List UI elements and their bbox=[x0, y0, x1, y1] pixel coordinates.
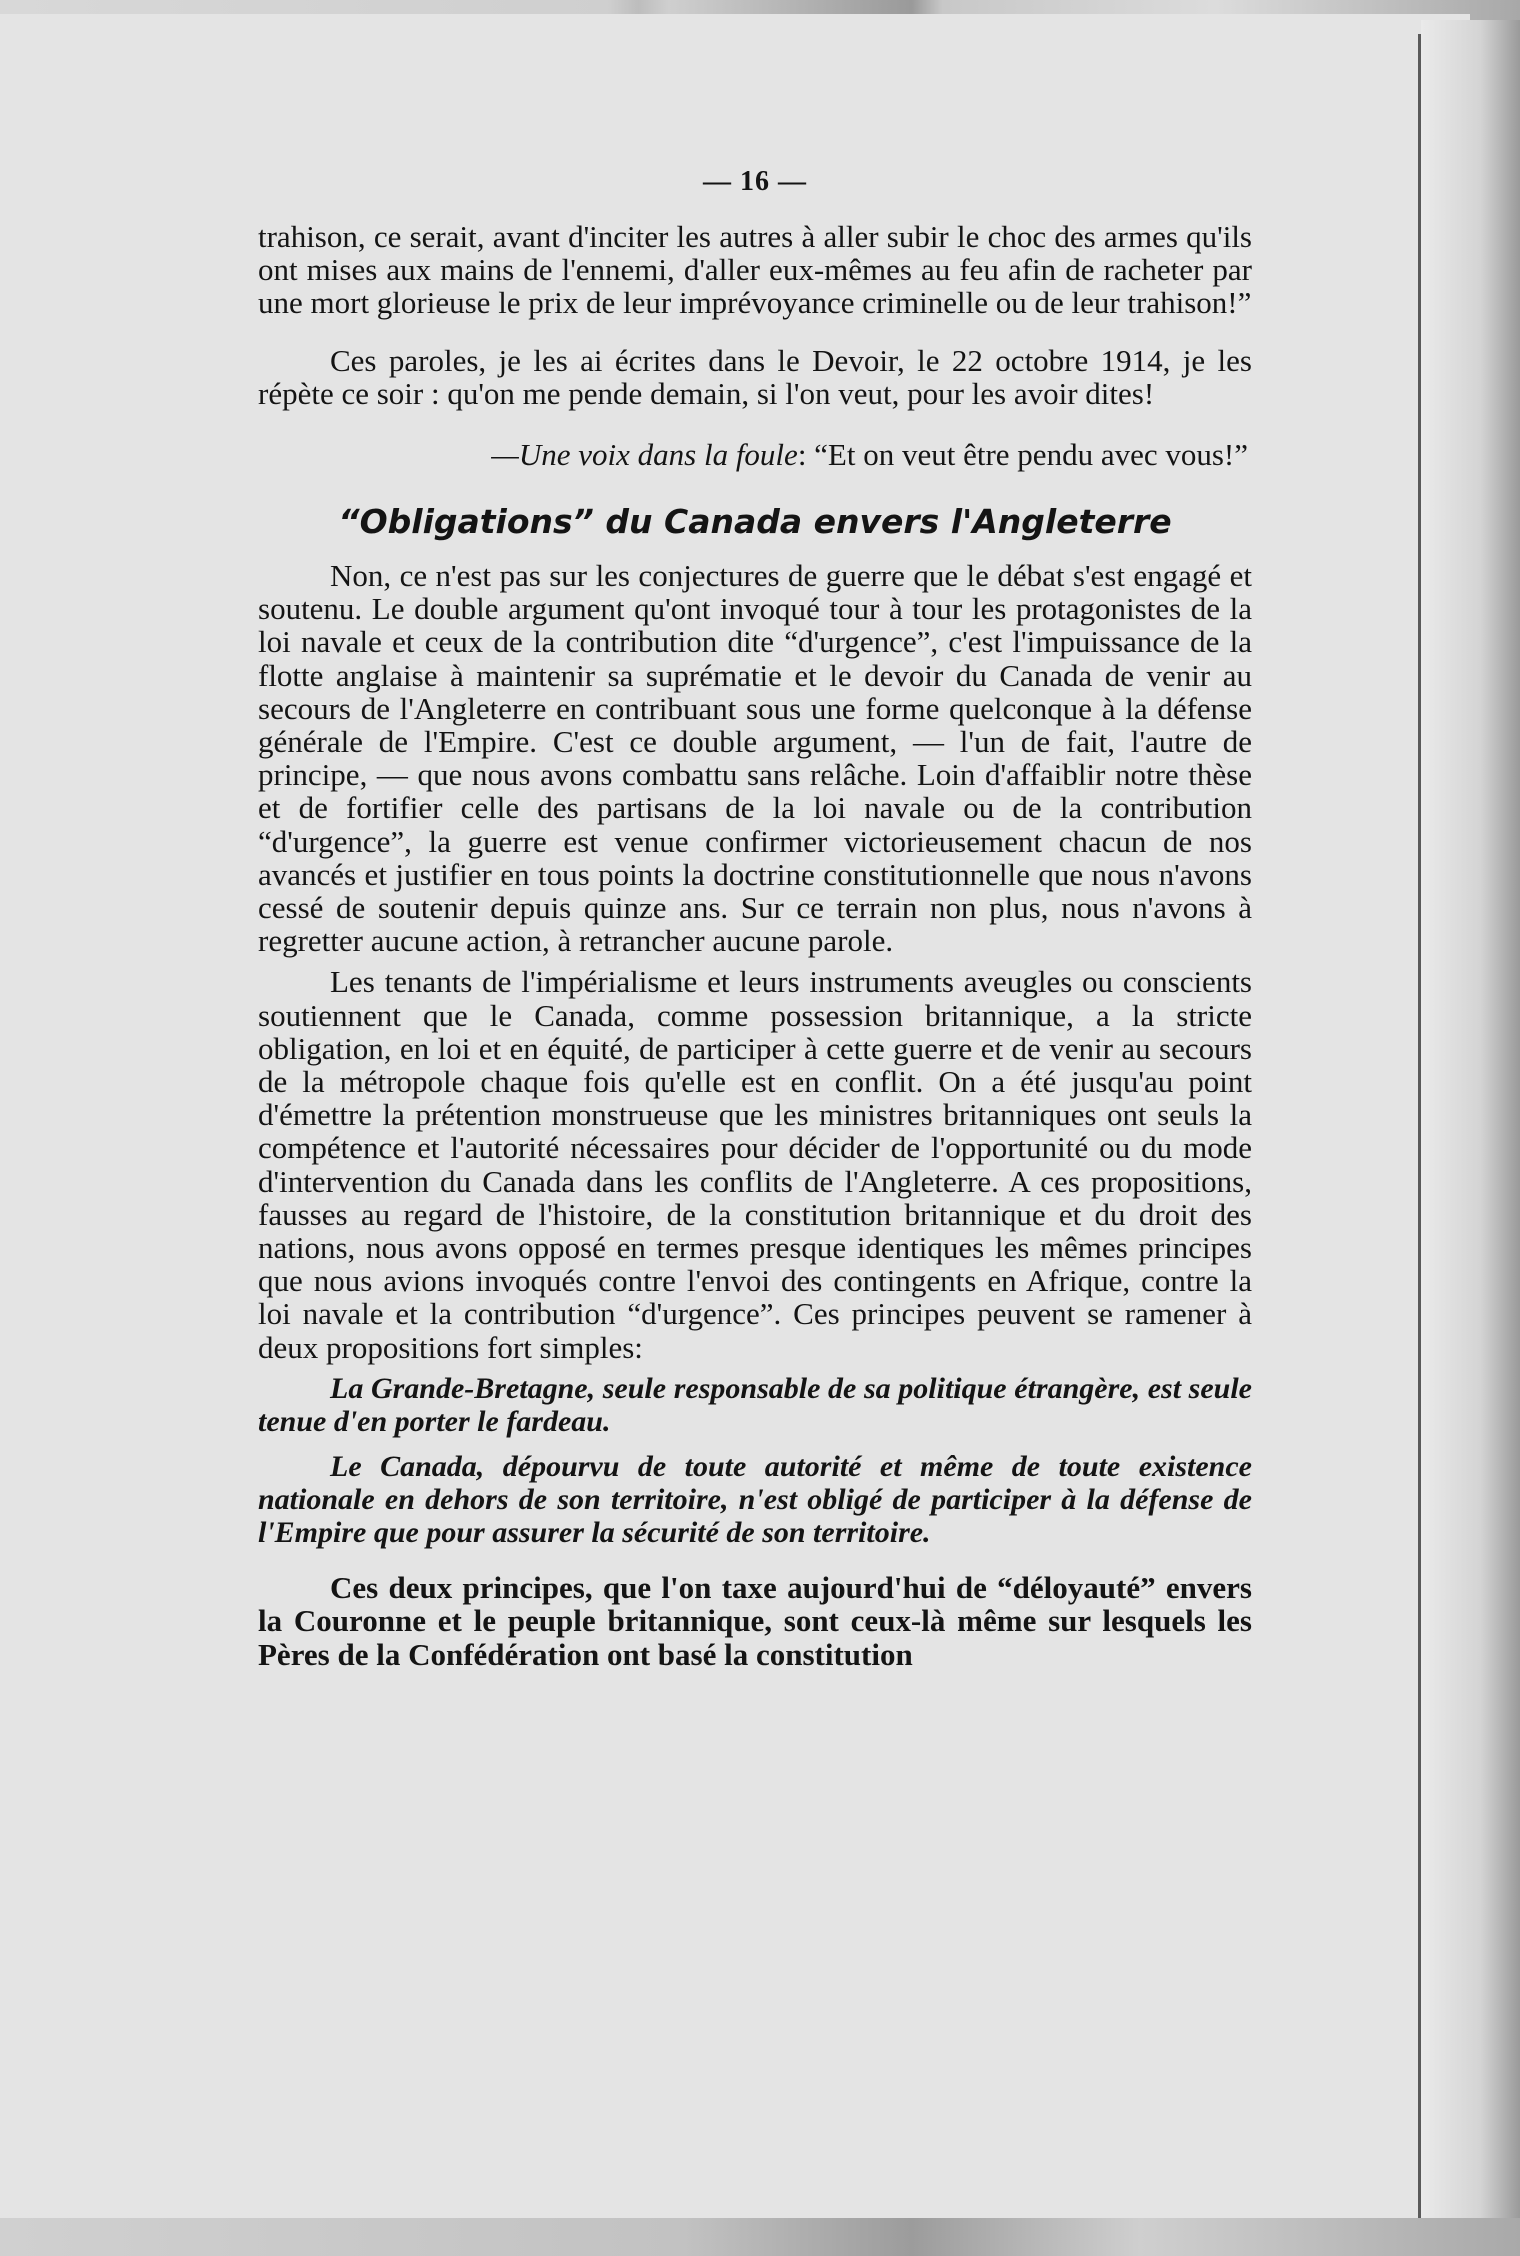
interjection-text: : “Et on veut être pendu avec vous!” bbox=[797, 437, 1248, 473]
section-heading: “Obligations” du Canada envers l'Angleterre bbox=[338, 502, 1172, 542]
text-column bbox=[258, 150, 1252, 1702]
principle-canada: Le Canada, dépourvu de toute autorité et même de toute existence nationale en dehors de son territoire, n'est obligé de participer à la défense de l'Empire que pour assurer la sécurité de son territoire. bbox=[258, 1449, 1252, 1549]
paragraph-imperialism: Les tenants de l'impérialisme et leurs instruments aveugles ou conscients soutiennent que le Canada, comme possession britannique, a la stricte obligation, en loi et en équité, de participer à cette guerre et de venir au secours de la métropole chaque fois qu'elle est en conflit. On a été jusqu'au point d'émettre la prétention monstrueuse que les ministres britanniques ont seuls la compétence et l'autorité nécessaires pour décider de l'opportunité ou du mode d'intervention du Canada dans les conflits de l'Angleterre. A ces propositions, fausses au regard de l'histoire, de la constitution britannique et du droit des nations, nous avons opposé en termes presque identiques les mêmes principes que nous avions invoqués contre l'envoi des contingents en Afrique, contre la loi navale et la contribution “d'urgence”. Ces principes peuvent se ramener à deux propositions fort simples: bbox=[258, 964, 1252, 1365]
scan-right-margin bbox=[1421, 20, 1520, 2220]
page-number: — 16 — bbox=[703, 166, 807, 197]
scan-bottom-edge bbox=[0, 2218, 1520, 2256]
paragraph-double-argument: Non, ce n'est pas sur les conjectures de guerre que le débat s'est engagé et soutenu. Le double argument qu'ont invoqué tour à tour les protagonistes de la loi navale et ceux de la contribution dite “d'urgence”, c'est l'impuissance de la flotte anglaise à maintenir sa suprématie et le devoir du Canada de venir au secours de l'Angleterre en contribuant sous une forme quelconque à la défense générale de l'Empire. C'est ce double argument, — l'un de fait, l'autre de principe, — que nous avons combattu sans relâche. Loin d'affaiblir notre thèse et de fortifier celle des partisans de la loi navale ou de la contribution “d'urgence”, la guerre est venue confirmer victorieusement chacun de nos avancés et justifier en tous points la doctrine constitutionnelle que nous n'avons cessé de soutenir depuis quinze ans. Sur ce terrain non plus, nous n'avons à regretter aucune action, à retrancher aucune parole. bbox=[258, 558, 1252, 959]
paragraph-confederation: Ces deux principes, que l'on taxe aujourd'hui de “déloyauté” envers la Couronne et le peuple britannique, sont ceux-là même sur lesquels les Pères de la Confédération ont basé la constitution bbox=[258, 1569, 1252, 1672]
paragraph-continuation: trahison, ce serait, avant d'inciter les autres à aller subir le choc des armes qu'ils ont mises aux mains de l'ennemi, d'aller eux-mêmes au feu afin de racheter par une mort glorieuse le prix de leur imprévoyance criminelle ou de leur trahison!” bbox=[258, 219, 1252, 321]
crowd-interjection bbox=[258, 438, 1252, 471]
page-fold-line bbox=[1418, 34, 1421, 2219]
principle-great-britain: La Grande-Bretagne, seule responsable de sa politique étrangère, est seule tenue d'en porter le fardeau. bbox=[258, 1371, 1252, 1438]
paragraph-devoir: Ces paroles, je les ai écrites dans le Devoir, le 22 octobre 1914, je les répète ce soir : qu'on me pende demain, si l'on veut, pour les avoir dites! bbox=[258, 342, 1252, 411]
interjection-speaker: —Une voix dans la foule bbox=[491, 437, 798, 473]
